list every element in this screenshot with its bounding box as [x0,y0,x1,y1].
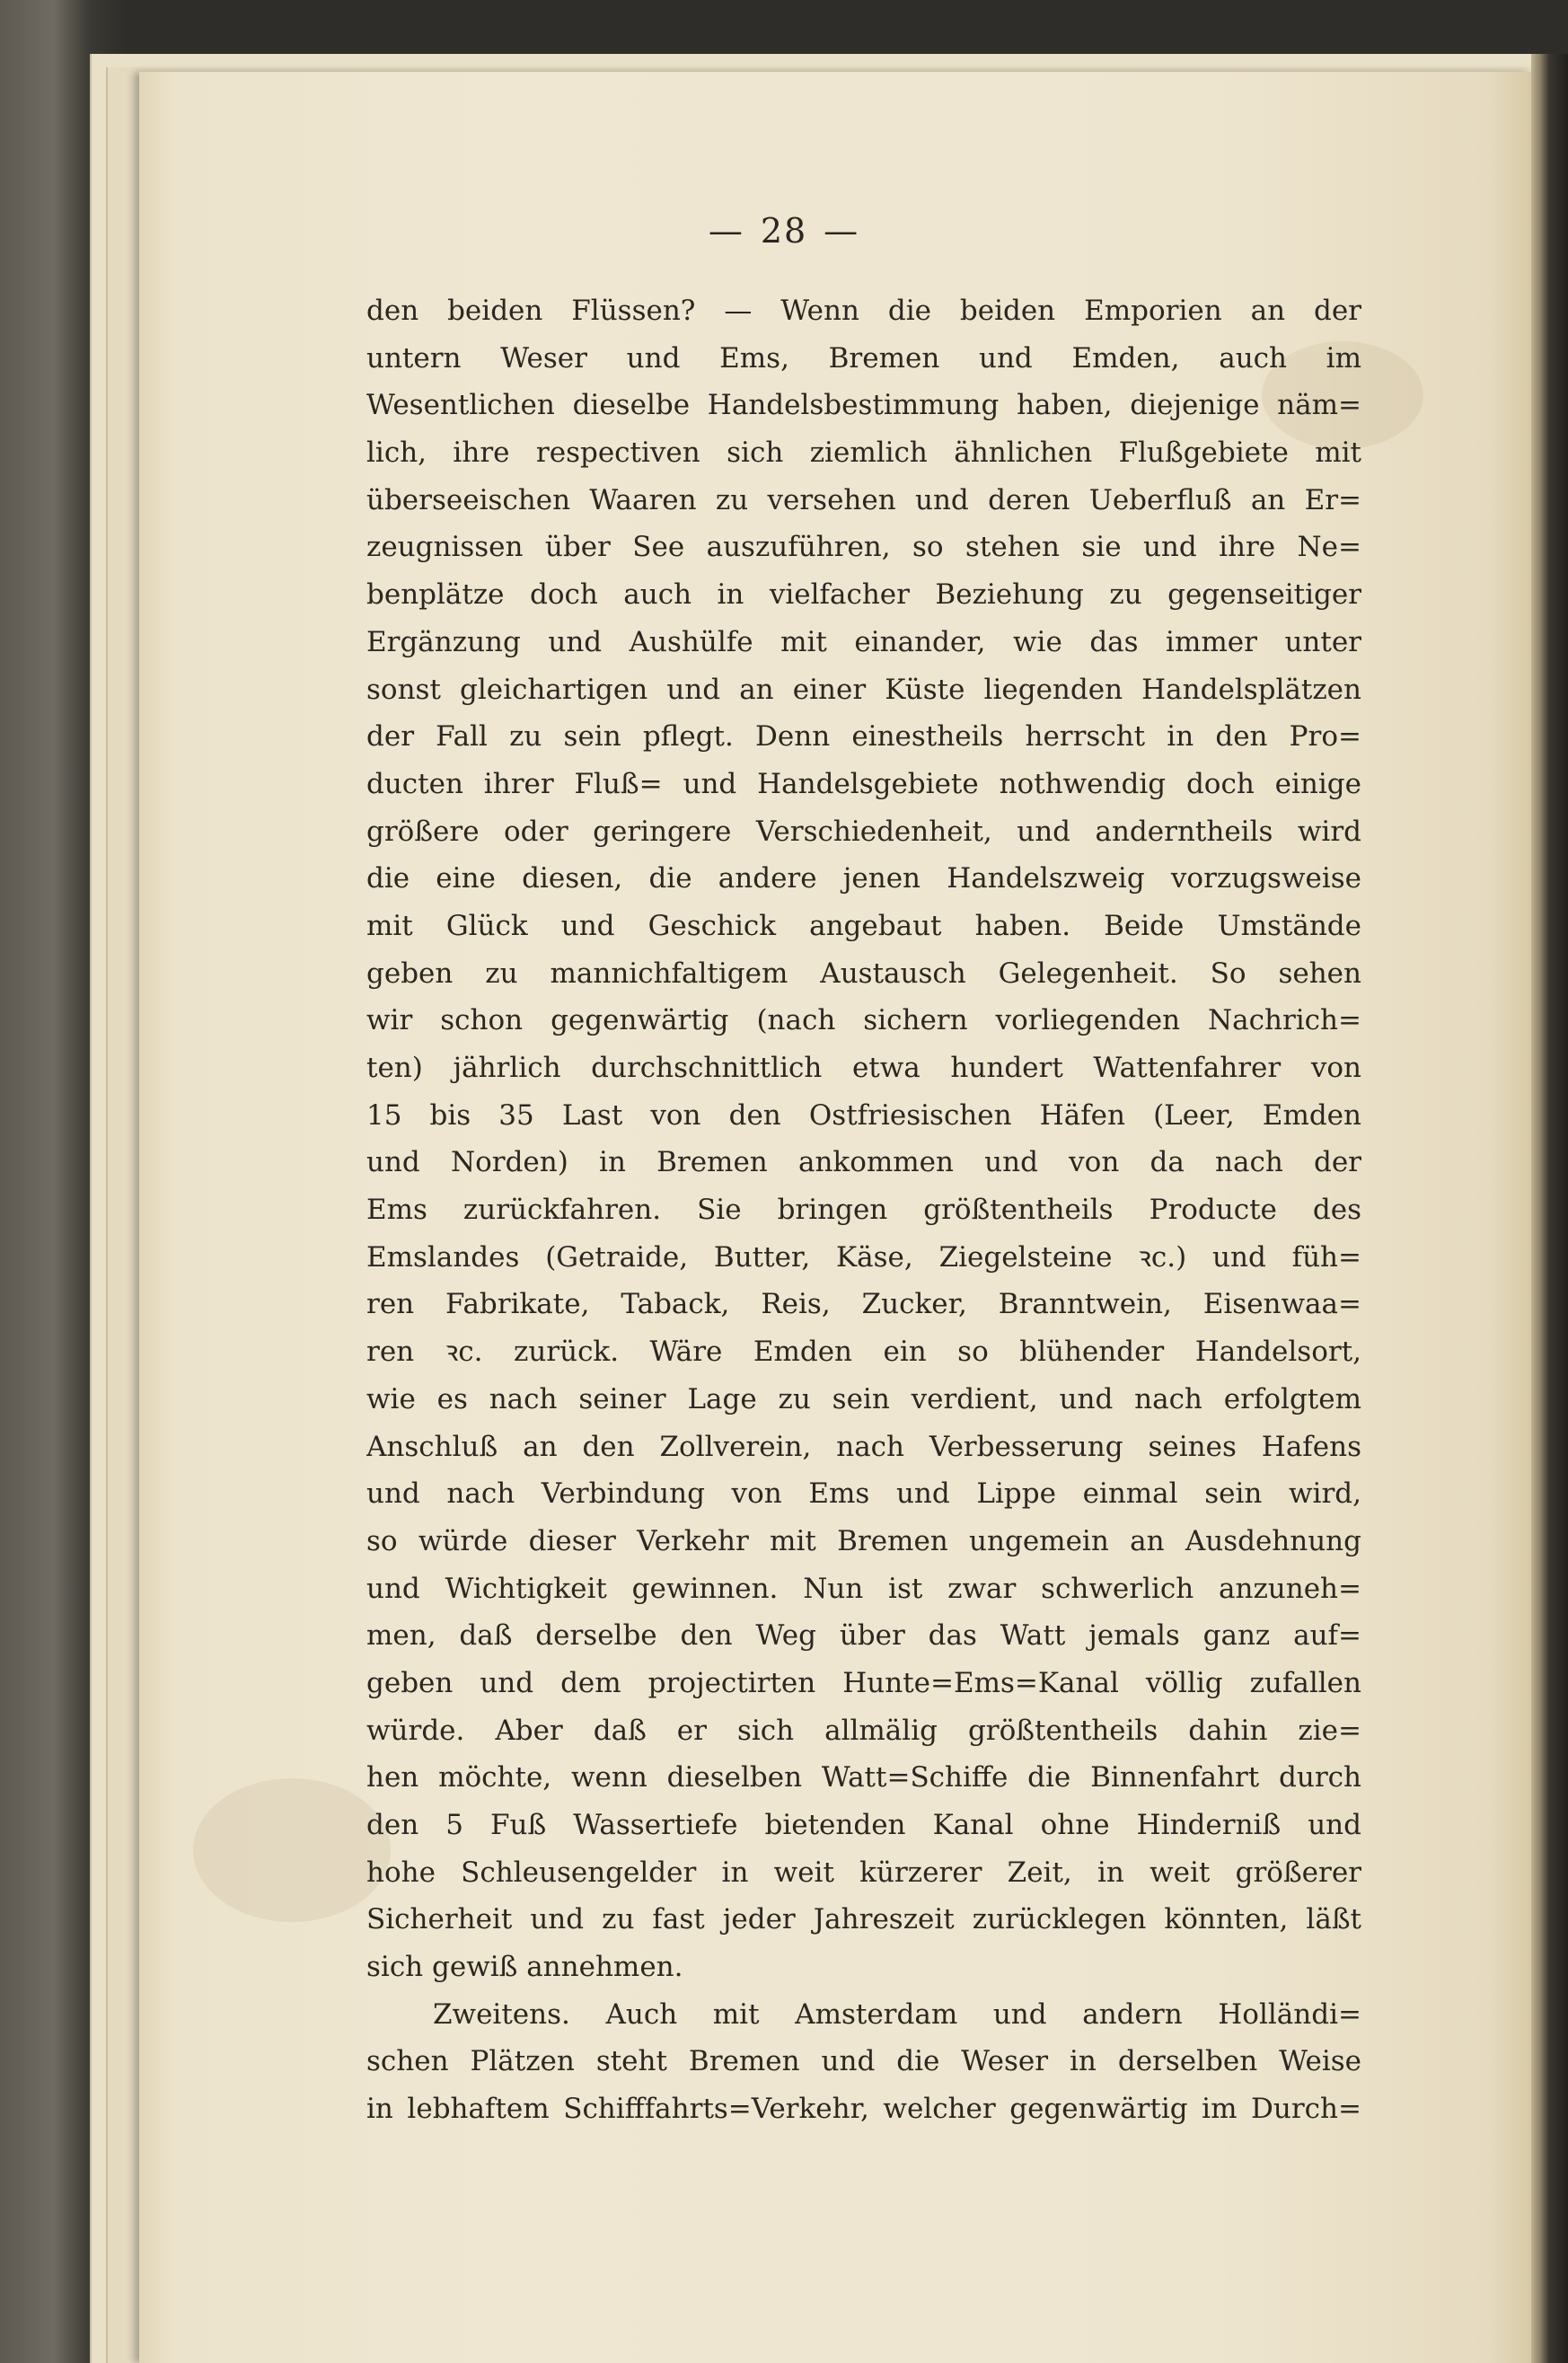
text-line: Wesentlichen dieselbe Handelsbestimmung haben, diejenige näm= [366,389,1361,422]
text-line: ren ꝛc. zurück. Wäre Emden ein so blühender Handelsort, [366,1336,1361,1369]
text-line: so würde dieser Verkehr mit Bremen ungemein an Ausdehnung [366,1524,1361,1557]
page-number-dash-right: — [824,211,860,251]
text-line: die eine diesen, die andere jenen Handelszweig vorzugsweise [366,862,1361,895]
body-text [366,287,1361,2126]
text-line: in lebhaftem Schifffahrts=Verkehr, welcher gegenwärtig im Durch= [366,2093,1361,2126]
text-line: und Norden) in Bremen ankommen und von da nach der [366,1146,1361,1179]
text-line: und nach Verbindung von Ems und Lippe einmal sein wird, [366,1477,1361,1511]
text-line: lich, ihre respectiven sich ziemlich ähnlichen Flußgebiete mit [366,436,1361,470]
text-line: den 5 Fuß Wassertiefe bietenden Kanal ohne Hinderniß und [366,1809,1361,1841]
text-line: ducten ihrer Fluß= und Handelsgebiete nothwendig doch einige [366,767,1361,800]
text-line: sonst gleichartigen und an einer Küste liegenden Handelsplätzen [366,673,1361,706]
text-line: Ergänzung und Aushülfe mit einander, wie das immer unter [366,625,1361,658]
page-number [0,211,1568,251]
text-line: hen möchte, wenn dieselben Watt=Schiffe die Binnenfahrt durch [366,1761,1361,1794]
text-line: wir schon gegenwärtig (nach sichern vorliegenden Nachrich= [366,1004,1361,1037]
text-line: überseeischen Waaren zu versehen und deren Ueberfluß an Er= [366,483,1361,516]
text-line: geben zu mannichfaltigem Austausch Gelegenheit. So sehen [366,957,1361,990]
text-line: Emslandes (Getraide, Butter, Käse, Ziegelsteine ꝛc.) und füh= [366,1240,1361,1274]
text-line: und Wichtigkeit gewinnen. Nun ist zwar schwerlich anzuneh= [366,1572,1361,1605]
text-line: Ems zurückfahren. Sie bringen größtentheils Producte des [366,1194,1361,1227]
paper-stain [193,1778,391,1922]
page-number-dash-left: — [708,211,744,251]
text-line: Sicherheit und zu fast jeder Jahreszeit zurücklegen könnten, läßt [366,1903,1361,1936]
text-line: wie es nach seiner Lage zu sein verdient, und nach erfolgtem [366,1382,1361,1415]
text-line: untern Weser und Ems, Bremen und Emden, auch im [366,341,1361,375]
page-binding [1531,54,1568,2363]
text-line: geben und dem projectirten Hunte=Ems=Kanal völlig zufallen [366,1666,1361,1699]
page-number-value: 28 [760,211,808,251]
text-line: würde. Aber daß er sich allmälig größtentheils dahin zie= [366,1714,1361,1747]
text-line: den beiden Flüssen? — Wenn die beiden Emporien an der [366,295,1361,327]
text-line: größere oder geringere Verschiedenheit, und anderntheils wird [366,815,1361,848]
text-line: hohe Schleusengelder in weit kürzerer Zeit, in weit größerer [366,1856,1361,1889]
text-line: 15 bis 35 Last von den Ostfriesischen Häfen (Leer, Emden [366,1098,1361,1132]
text-line: men, daß derselbe den Weg über das Watt jemals ganz auf= [366,1619,1361,1653]
text-line: Anschluß an den Zollverein, nach Verbesserung seines Hafens [366,1430,1361,1463]
text-line: mit Glück und Geschick angebaut haben. Beide Umstände [366,909,1361,942]
text-line-paragraph-end: sich gewiß annehmen. [366,1951,683,1984]
text-line-paragraph-start: Zweitens. Auch mit Amsterdam und andern Holländi= [433,1997,1361,2031]
text-line: benplätze doch auch in vielfacher Beziehung zu gegenseitiger [366,578,1361,612]
text-line: schen Plätzen steht Bremen und die Weser in derselben Weise [366,2045,1361,2078]
text-line: zeugnissen über See auszuführen, so stehen sie und ihre Ne= [366,531,1361,564]
text-line: ten) jährlich durchschnittlich etwa hundert Wattenfahrer von [366,1052,1361,1084]
text-line: ren Fabrikate, Taback, Reis, Zucker, Branntwein, Eisenwaa= [366,1288,1361,1321]
text-line: der Fall zu sein pflegt. Denn einestheils herrscht in den Pro= [366,720,1361,754]
